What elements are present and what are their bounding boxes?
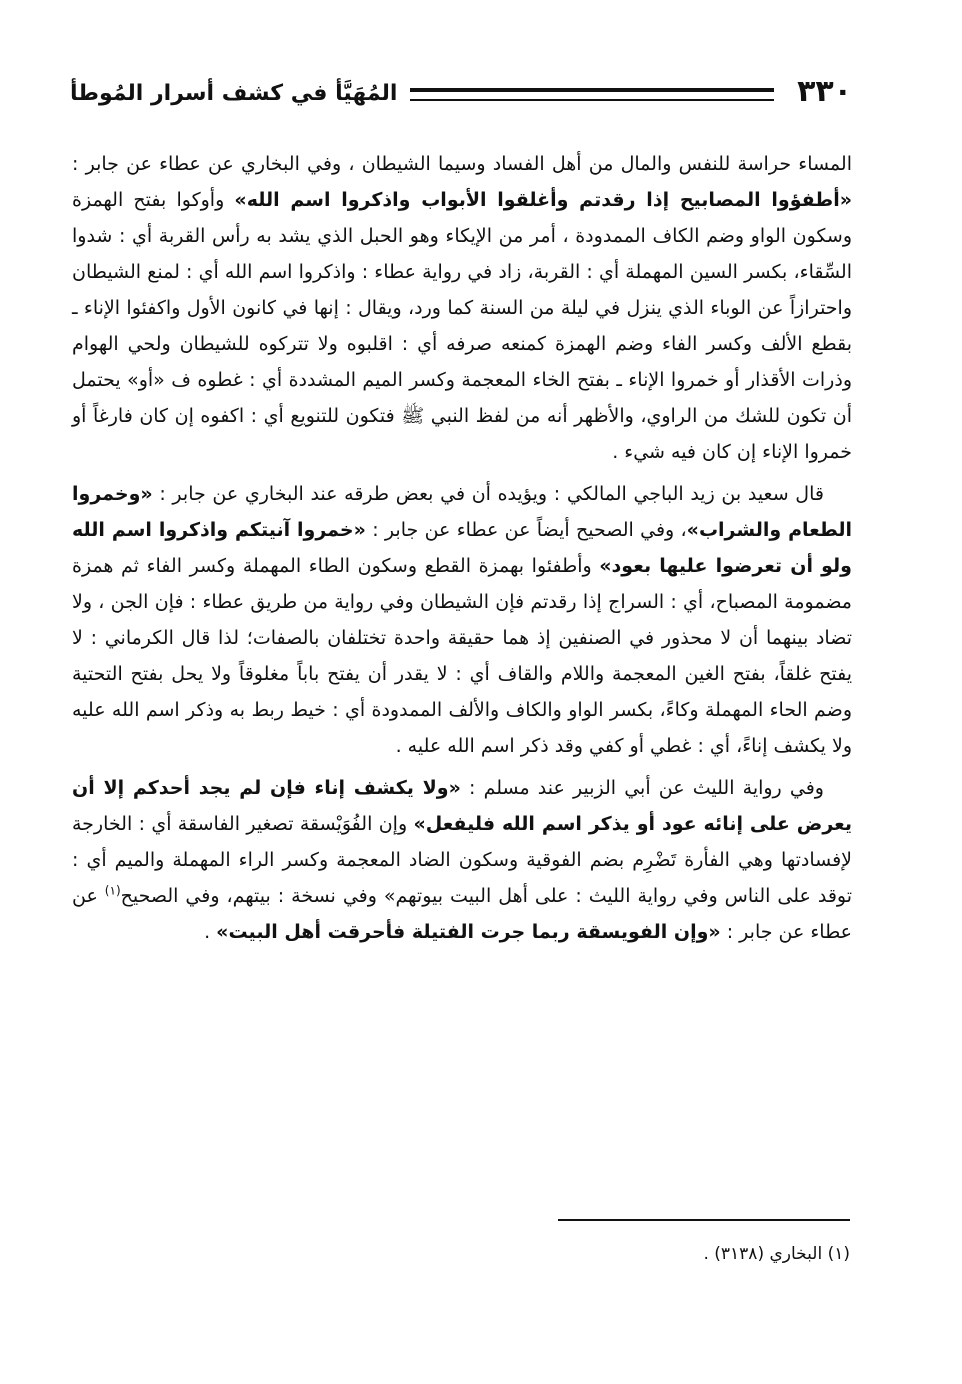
header-rule	[410, 88, 774, 101]
text-run: المساء حراسة للنفس والمال من أهل الفساد وسيما الشيطان ، وفي البخاري عن عطاء عن جابر :	[72, 153, 852, 175]
hadith-quote: «خمروا آنيتكم واذكروا اسم الله ولو أن تعرضوا عليها بعود»	[72, 519, 852, 577]
main-text	[72, 146, 852, 956]
text-run: وأوكوا بفتح الهمزة وسكون الواو وضم الكاف الممدودة ، أمر من الإيكاء وهو الحبل الذي يشد به رأس القربة أي : شدوا السِّقاء، بكسر السين المهملة أي : القربة، زاد في رواية عطاء : واذكروا اسم الله أي : لمنع الشيطان واحترازاً عن الوباء الذي ينزل في ليلة من السنة كما ورد، ويقال : إنها في كانون الأول واكفئوا الإناء ـ بقطع الألف وكسر الفاء وضم الهمزة كمنعه صرفه أي : اقلبوه ولا تتركوه للشيطان ولحي الهوام وذرات الأقذار أو خمروا الإناء ـ بفتح الخاء المعجمة وكسر الميم المشددة أي : غطوه ف «أو» يحتمل أن تكون للشك من الراوي، والأظهر أنه من لفظ النبي ﷺ فتكون للتنويع أي : اكفوه إن كان فارغاً أو خمروا الإناء إن كان فيه شيء .	[72, 189, 852, 463]
page-number: ٣٣٠	[797, 74, 852, 109]
running-header	[70, 72, 852, 120]
text-run: وفي رواية الليث عن أبي الزبير عند مسلم :	[460, 777, 824, 799]
hadith-quote: «وإن الفويسقة ربما جرت الفتيلة فأحرقت أهل البيت»	[216, 921, 721, 943]
paragraph	[72, 476, 852, 764]
footnote-reference[interactable]: (١)	[104, 883, 121, 898]
text-run: ، وفي الصحيح أيضاً عن عطاء عن جابر :	[365, 519, 687, 541]
hadith-quote: «وخمروا الطعام والشراب»	[72, 483, 853, 541]
text-run: قال سعيد بن زيد الباجي المالكي : ويؤيده أن في بعض طرقه عند البخاري عن جابر :	[152, 483, 824, 505]
text-run: عن عطاء عن جابر :	[72, 885, 852, 943]
footnotes	[110, 1238, 850, 1270]
text-run: وأطفئوا بهمزة القطع وسكون الطاء المهملة وكسر الفاء ثم همزة مضمومة المصباح، أي : السراج إذا رقدتم فإن الشيطان وفي رواية من طريق عطاء : فإن الجن ، ولا تضاد بينهما أن لا محذور في الصنفين إذ هما حقيقة واحدة تختلفان بالصفات؛ لذا قال الكرماني : لا يفتح غلقاً، بفتح الغين المعجمة واللام والقاف أي : لا يقدر أن يفتح باباً مغلوقاً ولا يحل بفتح التحتية وضم الحاء المهملة وكاءً، بكسر الواو والكاف والألف الممدودة أي : خيط ربط به وذكر اسم الله عليه ولا يكشف إناءً، أي : غطي أو كفي وقد ذكر اسم الله عليه .	[72, 555, 852, 757]
footnote-rule	[558, 1219, 850, 1221]
footnote: (١) البخاري (٣١٣٨) .	[703, 1244, 850, 1264]
text-run: وإن الفُوَيْسقة تصغير الفاسقة أي : الخارجة لإفسادتها وهي الفأرة تَضْرِم بضم الفوقية وسكون الضاد المعجمة وكسر الراء المهملة والميم أي : توقد على الناس وفي رواية الليث : على أهل البيت بيوتهم» وفي نسخة : بيتهم، وفي الصحيح	[72, 813, 852, 907]
paragraph	[72, 770, 852, 950]
hadith-quote: «أطفؤوا المصابيح إذا رقدتم وأغلقوا الأبواب واذكروا اسم الله»	[234, 189, 852, 211]
book-title: المُهَيَّأ في كشف أسرار المُوطأ	[70, 81, 398, 106]
hadith-quote: «ولا يكشف إناء فإن لم يجد أحدكم إلا أن يعرض على إنائه عود أو يذكر اسم الله فليفعل»	[72, 777, 853, 835]
text-run: .	[204, 921, 217, 943]
paragraph	[72, 146, 852, 470]
